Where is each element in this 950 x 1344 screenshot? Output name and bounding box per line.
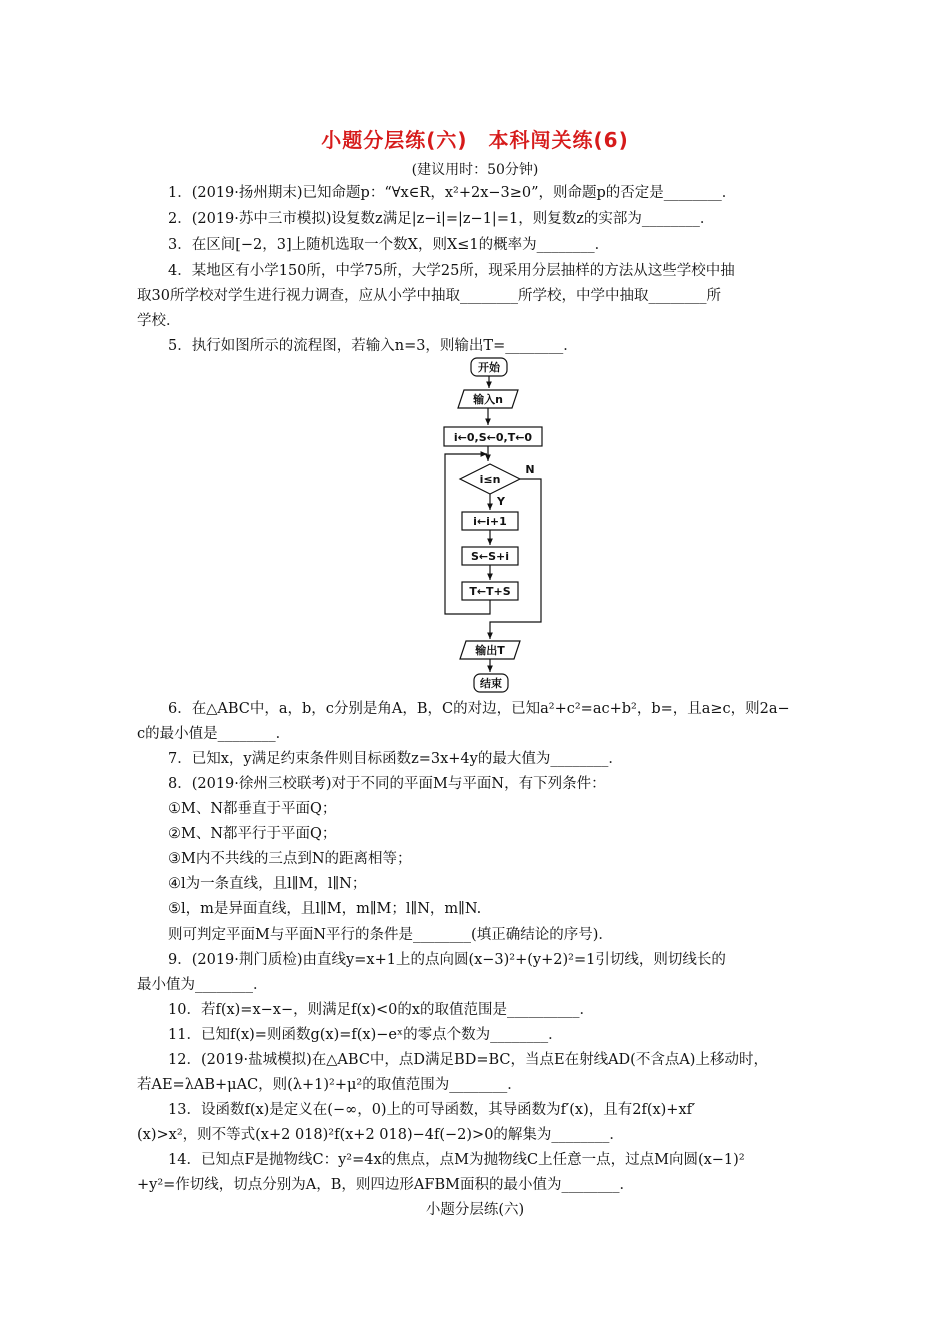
flow-yes-label: Y [497, 495, 505, 508]
flow-step-i-label: i←i+1 [473, 515, 507, 528]
page-title: 小题分层练(六) 本科闯关练(6) [321, 128, 629, 152]
flow-init-label: i←0,S←0,T←0 [453, 431, 533, 444]
question-6-line-1: 6．在△ABC中，a，b，c分别是角A，B，C的对边，已知a²+c²=ac+b²，b=，且a≥c，则2a− [168, 701, 790, 717]
flow-step-s-label: S←S+i [470, 550, 510, 563]
question-4-line-3: 学校． [137, 313, 181, 329]
flow-input-label: 输入n [473, 393, 503, 406]
question-8-option-4: ④l为一条直线，且l∥M，l∥N； [168, 876, 367, 892]
question-2: 2．(2019·苏中三市模拟)设复数z满足|z−i|=|z−1|=1，则复数z的实部为________． [168, 211, 715, 227]
page-footer: 小题分层练(六) [425, 1202, 525, 1218]
question-4-line-2: 取30所学校对学生进行视力调查，应从小学中抽取________所学校，中学中抽取________所 [137, 288, 721, 304]
question-8-option-3: ③M内不共线的三点到N的距离相等； [168, 851, 412, 867]
question-8-option-5: ⑤l，m是异面直线，且l∥M，m∥M；l∥N，m∥N. [168, 901, 482, 917]
flow-start-label: 开始 [478, 361, 500, 374]
flow-no-label: N [525, 463, 535, 476]
question-11: 11．已知f(x)=则函数g(x)=f(x)−eˣ的零点个数为________． [168, 1027, 563, 1043]
question-7: 7．已知x，y满足约束条件则目标函数z=3x+4y的最大值为________． [168, 751, 623, 767]
flow-end-label: 结束 [480, 677, 502, 690]
question-1: 1．(2019·扬州期末)已知命题p：“∀x∈R，x²+2x−3≥0”，则命题p的否定是________． [168, 185, 737, 201]
question-12-line-2: 若AE=λAB+μAC，则(λ+1)²+μ²的取值范围为________． [137, 1077, 522, 1093]
question-9-line-1: 9．(2019·荆门质检)由直线y=x+1上的点向圆(x−3)²+(y+2)²=1引切线，则切线长的 [168, 952, 726, 968]
question-14-line-1: 14．已知点F是抛物线C：y²=4x的焦点，点M为抛物线C上任意一点，过点M向圆(x−1)² [168, 1152, 745, 1168]
question-8-option-2: ②M、N都平行于平面Q； [168, 826, 337, 842]
question-13-line-1: 13．设函数f(x)是定义在(−∞，0)上的可导函数，其导函数为f′(x)，且有2f(x)+xf′ [168, 1102, 696, 1118]
question-5: 5．执行如图所示的流程图，若输入n=3，则输出T=________． [168, 338, 578, 354]
question-4-line-1: 4．某地区有小学150所，中学75所，大学25所，现采用分层抽样的方法从这些学校中抽 [168, 263, 735, 279]
question-12-line-1: 12．(2019·盐城模拟)在△ABC中，点D满足BD=BC，当点E在射线AD(不含点A)上移动时， [168, 1052, 768, 1068]
question-9-line-2: 最小值为________． [137, 977, 268, 993]
question-3: 3．在区间[−2，3]上随机选取一个数X，则X≤1的概率为________． [168, 237, 610, 253]
flowchart [420, 352, 560, 697]
question-14-line-2: +y²=作切线，切点分别为A，B，则四边形AFBM面积的最小值为________． [137, 1177, 634, 1193]
question-6-line-2: c的最小值是________． [137, 726, 291, 742]
flow-condition-label: i≤n [479, 473, 501, 486]
time-suggestion: (建议用时：50分钟) [411, 162, 539, 178]
question-13-line-2: (x)>x²，则不等式(x+2 018)²f(x+2 018)−4f(−2)>0的解集为________． [137, 1127, 624, 1143]
flow-output-label: 输出T [475, 644, 505, 657]
question-10: 10．若f(x)=x−x−，则满足f(x)<0的x的取值范围是__________． [168, 1002, 595, 1018]
question-8: 8．(2019·徐州三校联考)对于不同的平面M与平面N，有下列条件： [168, 776, 606, 792]
flow-step-t-label: T←T+S [469, 585, 511, 598]
question-8-option-1: ①M、N都垂直于平面Q； [168, 801, 337, 817]
question-8-prompt: 则可判定平面M与平面N平行的条件是________(填正确结论的序号)． [168, 927, 613, 943]
